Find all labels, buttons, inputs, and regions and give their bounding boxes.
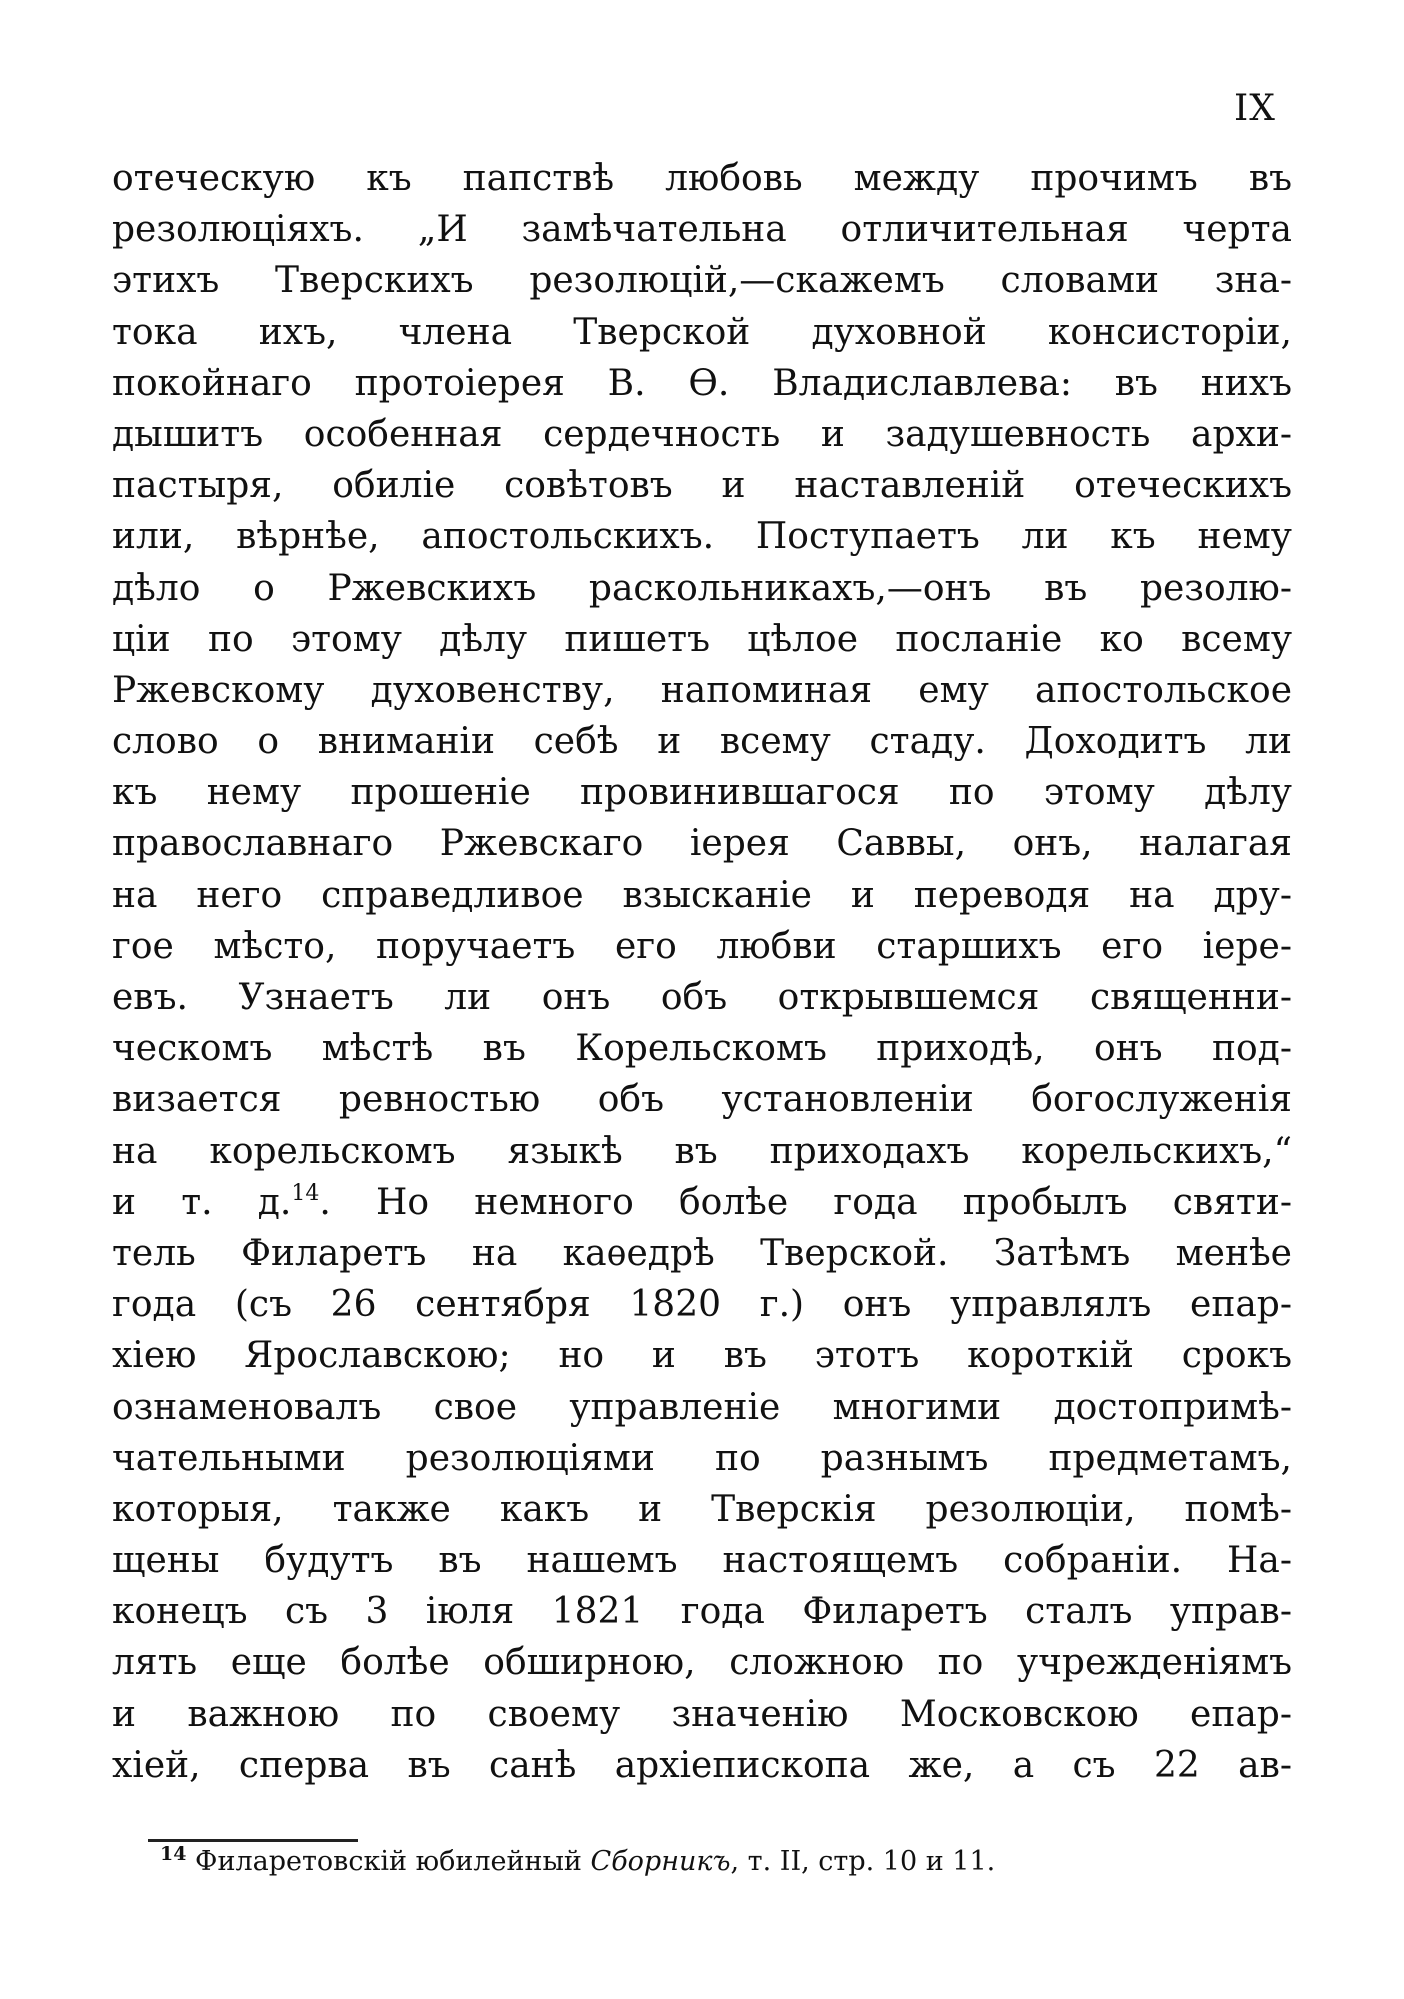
body-text bbox=[112, 153, 1292, 1791]
text-line-16: гое мѣсто, поручаетъ его любви старшихъ его іере- bbox=[112, 925, 1292, 967]
text-line-19: визается ревностью объ установленіи богослуженія bbox=[112, 1079, 1292, 1121]
footnote bbox=[160, 1843, 996, 1877]
text-line-18: ческомъ мѣстѣ въ Корельскомъ приходѣ, онъ под- bbox=[112, 1028, 1292, 1070]
text-line-21-start: и т. д. bbox=[112, 1181, 292, 1223]
text-line-21-end: . Но немного болѣе года пробылъ святи- bbox=[319, 1181, 1292, 1223]
footnote-italic-title: Сборникъ bbox=[590, 1846, 731, 1877]
footnote-separator bbox=[148, 1839, 358, 1842]
text-line-9: дѣло о Ржевскихъ раскольникахъ,—онъ въ резолю- bbox=[112, 567, 1292, 609]
text-line-5: покойнаго протоіерея В. Ѳ. Владиславлева: въ нихъ bbox=[112, 362, 1292, 404]
page-number: IX bbox=[1234, 88, 1276, 129]
text-line-32: хіей, сперва въ санѣ архіепископа же, а съ 22 ав- bbox=[112, 1744, 1292, 1786]
text-line-12: слово о вниманіи себѣ и всему стаду. Доходитъ ли bbox=[112, 721, 1292, 763]
text-line-24: хіею Ярославскою; но и въ этотъ короткій срокъ bbox=[112, 1335, 1292, 1377]
text-line-22: тель Филаретъ на каѳедрѣ Тверской. Затѣмъ менѣе bbox=[112, 1232, 1292, 1274]
text-line-28: щены будутъ въ нашемъ настоящемъ собраніи. На- bbox=[112, 1540, 1292, 1582]
text-line-31: и важною по своему значенію Московскою епар- bbox=[112, 1693, 1292, 1735]
text-line-4: тока ихъ, члена Тверской духовной консисторіи, bbox=[112, 311, 1292, 353]
text-line-20: на корельскомъ языкѣ въ приходахъ корельскихъ,“ bbox=[112, 1130, 1292, 1172]
text-line-13: къ нему прошеніе провинившагося по этому дѣлу bbox=[112, 772, 1292, 814]
text-line-10: ціи по этому дѣлу пишетъ цѣлое посланіе ко всему bbox=[112, 618, 1292, 660]
text-line-7: пастыря, обиліе совѣтовъ и наставленій отеческихъ bbox=[112, 465, 1292, 507]
text-line-2: резолюціяхъ. „И замѣчательна отличительная черта bbox=[112, 209, 1292, 251]
text-line-8: или, вѣрнѣе, апостольскихъ. Поступаетъ ли къ нему bbox=[112, 516, 1292, 558]
text-line-25: ознаменовалъ свое управленіе многими достопримѣ- bbox=[112, 1386, 1292, 1428]
text-line-14: православнаго Ржевскаго іерея Саввы, онъ, налагая bbox=[112, 823, 1292, 865]
text-line-6: дышитъ особенная сердечность и задушевность архи- bbox=[112, 413, 1292, 455]
text-line-3: этихъ Тверскихъ резолюцій,—скажемъ словами зна- bbox=[112, 260, 1292, 302]
footnote-text-start: Филаретовскій юбилейный bbox=[195, 1846, 582, 1877]
footnote-mark: 14 bbox=[160, 1843, 187, 1865]
text-line-30: лять еще болѣе обширною, сложною по учрежденіямъ bbox=[112, 1642, 1292, 1684]
text-line-29: конецъ съ 3 іюля 1821 года Филаретъ сталъ управ- bbox=[112, 1591, 1292, 1633]
footnote-reference: 14 bbox=[291, 1180, 320, 1206]
text-line-15: на него справедливое взысканіе и переводя на дру- bbox=[112, 874, 1292, 916]
text-line-26: чательными резолюціями по разнымъ предметамъ, bbox=[112, 1437, 1292, 1479]
text-line-1: отеческую къ папствѣ любовь между прочимъ въ bbox=[112, 158, 1292, 199]
footnote-text-end: , т. II, стр. 10 и 11. bbox=[730, 1846, 996, 1877]
text-line-21 bbox=[112, 1177, 1292, 1228]
text-line-23: года (съ 26 сентября 1820 г.) онъ управлялъ епар- bbox=[112, 1284, 1292, 1326]
text-line-27: которыя, также какъ и Тверскія резолюціи, помѣ- bbox=[112, 1488, 1292, 1530]
text-line-11: Ржевскому духовенству, напоминая ему апостольское bbox=[112, 669, 1292, 711]
text-line-17: евъ. Узнаетъ ли онъ объ открывшемся священни- bbox=[112, 977, 1292, 1018]
